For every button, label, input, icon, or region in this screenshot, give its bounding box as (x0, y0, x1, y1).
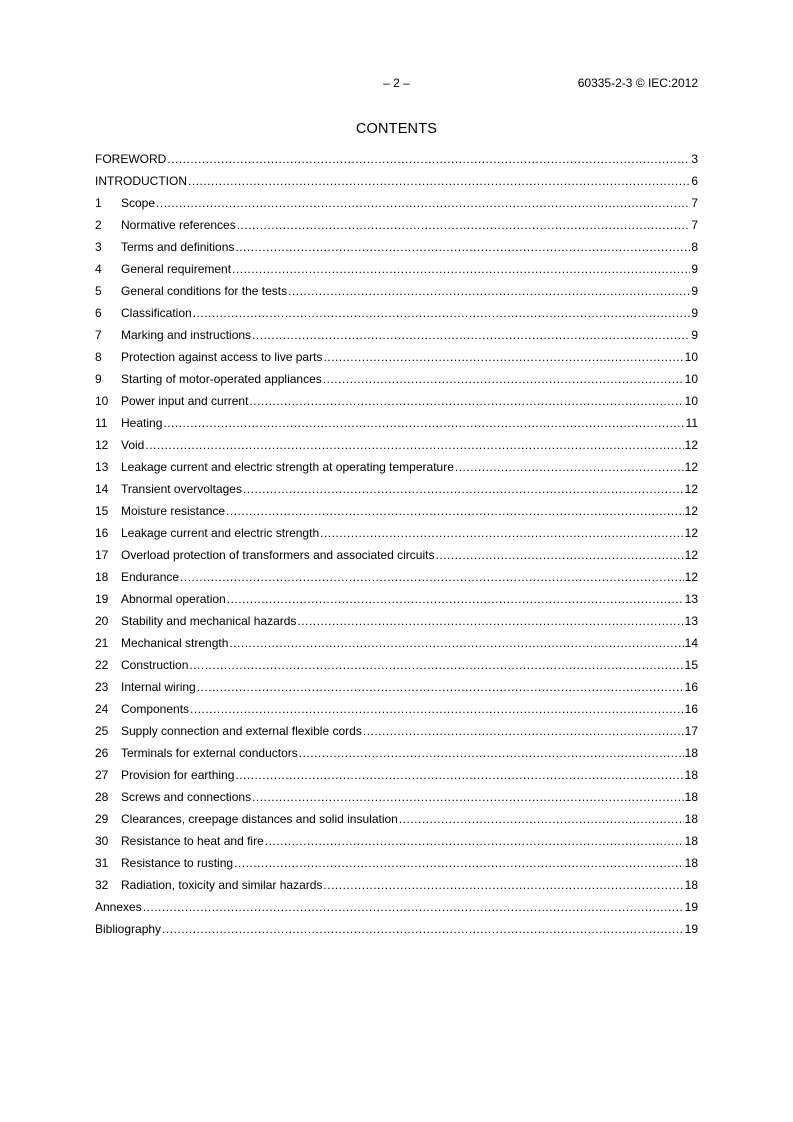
toc-entry-page: 18 (684, 790, 698, 804)
toc-entry-number: 10 (95, 394, 109, 408)
toc-entry-title: Marking and instructions (121, 328, 252, 342)
toc-dot-leader (363, 722, 684, 740)
toc-dot-leader (323, 876, 683, 894)
toc-entry-title: Transient overvoltages (121, 482, 242, 496)
toc-entry[interactable] (95, 326, 698, 348)
toc-entry[interactable] (95, 568, 698, 590)
toc-entry-title: Scope (121, 196, 156, 210)
toc-entry-number: 28 (95, 790, 109, 804)
toc-dot-leader (156, 194, 690, 212)
toc-dot-leader (167, 150, 690, 168)
toc-dot-leader (234, 854, 684, 872)
toc-entry-title: Leakage current and electric strength (121, 526, 320, 540)
toc-entry-page: 3 (691, 152, 698, 166)
toc-dot-leader (143, 898, 684, 916)
toc-entry-page: 9 (691, 262, 698, 276)
page-header (95, 76, 698, 94)
table-of-contents (95, 150, 698, 942)
toc-entry-title: Terminals for external conductors (121, 746, 298, 760)
toc-entry-page: 7 (691, 196, 698, 210)
toc-entry-page: 15 (684, 658, 698, 672)
toc-entry-number: 21 (95, 636, 109, 650)
toc-entry-page: 12 (684, 570, 698, 584)
toc-entry-title: Heating (121, 416, 163, 430)
toc-entry[interactable] (95, 348, 698, 370)
toc-entry-title: Terms and definitions (121, 240, 235, 254)
toc-entry-title: Resistance to heat and fire (121, 834, 264, 848)
toc-entry[interactable] (95, 766, 698, 788)
toc-entry[interactable] (95, 854, 698, 876)
page-number: – 2 – (383, 76, 410, 90)
toc-entry-number: 16 (95, 526, 109, 540)
toc-dot-leader (399, 810, 684, 828)
toc-entry-number: 29 (95, 812, 109, 826)
toc-entry-number: 26 (95, 746, 109, 760)
toc-entry-title: General requirement (121, 262, 232, 276)
toc-dot-leader (226, 502, 684, 520)
toc-entry-title: Power input and current (121, 394, 249, 408)
toc-entry-title: Void (121, 438, 145, 452)
toc-entry[interactable] (95, 194, 698, 216)
toc-entry-page: 18 (684, 856, 698, 870)
toc-entry-title: Provision for earthing (121, 768, 235, 782)
toc-dot-leader (190, 700, 684, 718)
toc-entry-number: 15 (95, 504, 109, 518)
toc-entry[interactable] (95, 216, 698, 238)
toc-dot-leader (323, 370, 684, 388)
toc-dot-leader (197, 678, 684, 696)
toc-entry-title: Clearances, creepage distances and solid insulation (121, 812, 398, 826)
toc-entry-number: 7 (95, 328, 102, 342)
document-reference: 60335-2-3 © IEC:2012 (577, 76, 698, 90)
toc-entry-title: Internal wiring (121, 680, 196, 694)
toc-entry-page: 12 (684, 548, 698, 562)
toc-entry-number: 9 (95, 372, 102, 386)
toc-entry-number: 31 (95, 856, 109, 870)
toc-dot-leader (265, 832, 684, 850)
toc-entry-number: 11 (95, 416, 108, 430)
toc-entry-title: Mechanical strength (121, 636, 229, 650)
toc-entry-number: 20 (95, 614, 109, 628)
toc-dot-leader (188, 172, 690, 190)
toc-entry-number: 4 (95, 262, 102, 276)
toc-entry-page: 9 (691, 306, 698, 320)
toc-dot-leader (237, 216, 691, 234)
toc-entry-page: 18 (684, 746, 698, 760)
toc-entry[interactable] (95, 370, 698, 392)
toc-entry-number: 5 (95, 284, 102, 298)
toc-entry-title: Classification (121, 306, 192, 320)
toc-entry[interactable] (95, 876, 698, 898)
toc-entry[interactable] (95, 524, 698, 546)
toc-dot-leader (232, 260, 690, 278)
toc-entry[interactable] (95, 304, 698, 326)
toc-entry[interactable] (95, 172, 698, 194)
toc-entry-title: Moisture resistance (121, 504, 226, 518)
toc-entry-page: 7 (691, 218, 698, 232)
toc-entry-page: 18 (684, 834, 698, 848)
toc-entry-title: Stability and mechanical hazards (121, 614, 297, 628)
toc-dot-leader (235, 238, 690, 256)
toc-entry[interactable] (95, 920, 698, 942)
toc-entry[interactable] (95, 832, 698, 854)
toc-entry-title: Screws and connections (121, 790, 252, 804)
toc-entry-page: 12 (684, 482, 698, 496)
toc-entry-number: 13 (95, 460, 109, 474)
toc-entry-page: 9 (691, 328, 698, 342)
toc-entry[interactable] (95, 546, 698, 568)
toc-entry-number: 22 (95, 658, 109, 672)
toc-entry[interactable] (95, 436, 698, 458)
toc-entry[interactable] (95, 700, 698, 722)
toc-entry[interactable] (95, 634, 698, 656)
toc-entry-page: 10 (684, 394, 698, 408)
toc-dot-leader (435, 546, 683, 564)
toc-entry-page: 10 (684, 372, 698, 386)
toc-entry[interactable] (95, 392, 698, 414)
toc-entry[interactable] (95, 898, 698, 920)
toc-entry-title: Abnormal operation (121, 592, 226, 606)
toc-entry-number: 12 (95, 438, 109, 452)
toc-entry-page: 10 (684, 350, 698, 364)
toc-entry-page: 18 (684, 878, 698, 892)
toc-entry[interactable] (95, 260, 698, 282)
toc-entry[interactable] (95, 788, 698, 810)
toc-dot-leader (299, 744, 684, 762)
toc-entry-title: Resistance to rusting (121, 856, 234, 870)
toc-entry-number: 25 (95, 724, 109, 738)
toc-entry-page: 19 (684, 900, 698, 914)
toc-entry[interactable] (95, 458, 698, 480)
toc-entry-title: Overload protection of transformers and associated circuits (121, 548, 435, 562)
toc-entry-number: 30 (95, 834, 109, 848)
toc-entry-number: 23 (95, 680, 109, 694)
toc-entry[interactable] (95, 612, 698, 634)
toc-entry-page: 17 (684, 724, 698, 738)
toc-entry[interactable] (95, 590, 698, 612)
toc-dot-leader (252, 326, 690, 344)
toc-dot-leader (455, 458, 684, 476)
toc-entry-page: 18 (684, 812, 698, 826)
toc-entry-title: Normative references (121, 218, 236, 232)
toc-entry-page: 12 (684, 504, 698, 518)
toc-dot-leader (235, 766, 683, 784)
toc-entry-page: 12 (684, 460, 698, 474)
toc-entry-page: 9 (691, 284, 698, 298)
toc-entry[interactable] (95, 282, 698, 304)
contents-heading: CONTENTS (355, 121, 438, 137)
toc-entry-page: 13 (684, 592, 698, 606)
toc-entry-page: 14 (684, 636, 698, 650)
toc-entry-number: 6 (95, 306, 102, 320)
toc-entry-page: 12 (684, 438, 698, 452)
toc-dot-leader (180, 568, 684, 586)
toc-entry[interactable] (95, 414, 698, 436)
toc-entry-number: 8 (95, 350, 102, 364)
toc-dot-leader (193, 304, 691, 322)
toc-dot-leader (145, 436, 683, 454)
toc-entry[interactable] (95, 480, 698, 502)
toc-entry-page: 18 (684, 768, 698, 782)
toc-entry[interactable] (95, 656, 698, 678)
toc-dot-leader (288, 282, 690, 300)
toc-dot-leader (229, 634, 683, 652)
toc-dot-leader (320, 524, 684, 542)
toc-entry[interactable] (95, 678, 698, 700)
toc-entry-number: 17 (95, 548, 109, 562)
toc-entry[interactable] (95, 810, 698, 832)
toc-entry-number: 3 (95, 240, 102, 254)
toc-entry-number: 14 (95, 482, 109, 496)
toc-entry-title: Supply connection and external flexible cords (121, 724, 362, 738)
toc-entry-number: 32 (95, 878, 109, 892)
toc-dot-leader (249, 392, 683, 410)
toc-entry-title: Bibliography (95, 922, 162, 936)
toc-entry-title: Endurance (121, 570, 180, 584)
toc-entry-page: 8 (691, 240, 698, 254)
toc-entry-number: 24 (95, 702, 109, 716)
toc-entry[interactable] (95, 150, 698, 172)
toc-entry-number: 19 (95, 592, 109, 606)
toc-entry-page: 11 (685, 416, 698, 430)
toc-entry-title: Components (121, 702, 190, 716)
toc-entry-number: 18 (95, 570, 109, 584)
toc-dot-leader (162, 920, 684, 938)
toc-entry-title: Leakage current and electric strength at operating temperature (121, 460, 454, 474)
toc-entry[interactable] (95, 502, 698, 524)
toc-entry-title: Radiation, toxicity and similar hazards (121, 878, 323, 892)
toc-dot-leader (163, 414, 684, 432)
toc-dot-leader (189, 656, 683, 674)
toc-entry-title: FOREWORD (95, 152, 167, 166)
toc-entry-number: 1 (95, 196, 102, 210)
toc-entry[interactable] (95, 722, 698, 744)
toc-entry-title: Construction (121, 658, 189, 672)
toc-entry-title: Annexes (95, 900, 142, 914)
toc-entry-page: 13 (684, 614, 698, 628)
toc-entry-title: Protection against access to live parts (121, 350, 323, 364)
toc-dot-leader (297, 612, 683, 630)
toc-entry[interactable] (95, 744, 698, 766)
toc-dot-leader (252, 788, 684, 806)
toc-dot-leader (243, 480, 684, 498)
toc-entry-number: 27 (95, 768, 109, 782)
toc-entry-page: 16 (684, 680, 698, 694)
toc-dot-leader (323, 348, 683, 366)
toc-entry-number: 2 (95, 218, 102, 232)
toc-entry-page: 16 (684, 702, 698, 716)
toc-entry-title: Starting of motor-operated appliances (121, 372, 322, 386)
toc-entry-page: 6 (691, 174, 698, 188)
toc-entry-title: General conditions for the tests (121, 284, 288, 298)
toc-entry-title: INTRODUCTION (95, 174, 187, 188)
toc-entry[interactable] (95, 238, 698, 260)
toc-entry-page: 12 (684, 526, 698, 540)
toc-dot-leader (227, 590, 684, 608)
toc-entry-page: 19 (684, 922, 698, 936)
